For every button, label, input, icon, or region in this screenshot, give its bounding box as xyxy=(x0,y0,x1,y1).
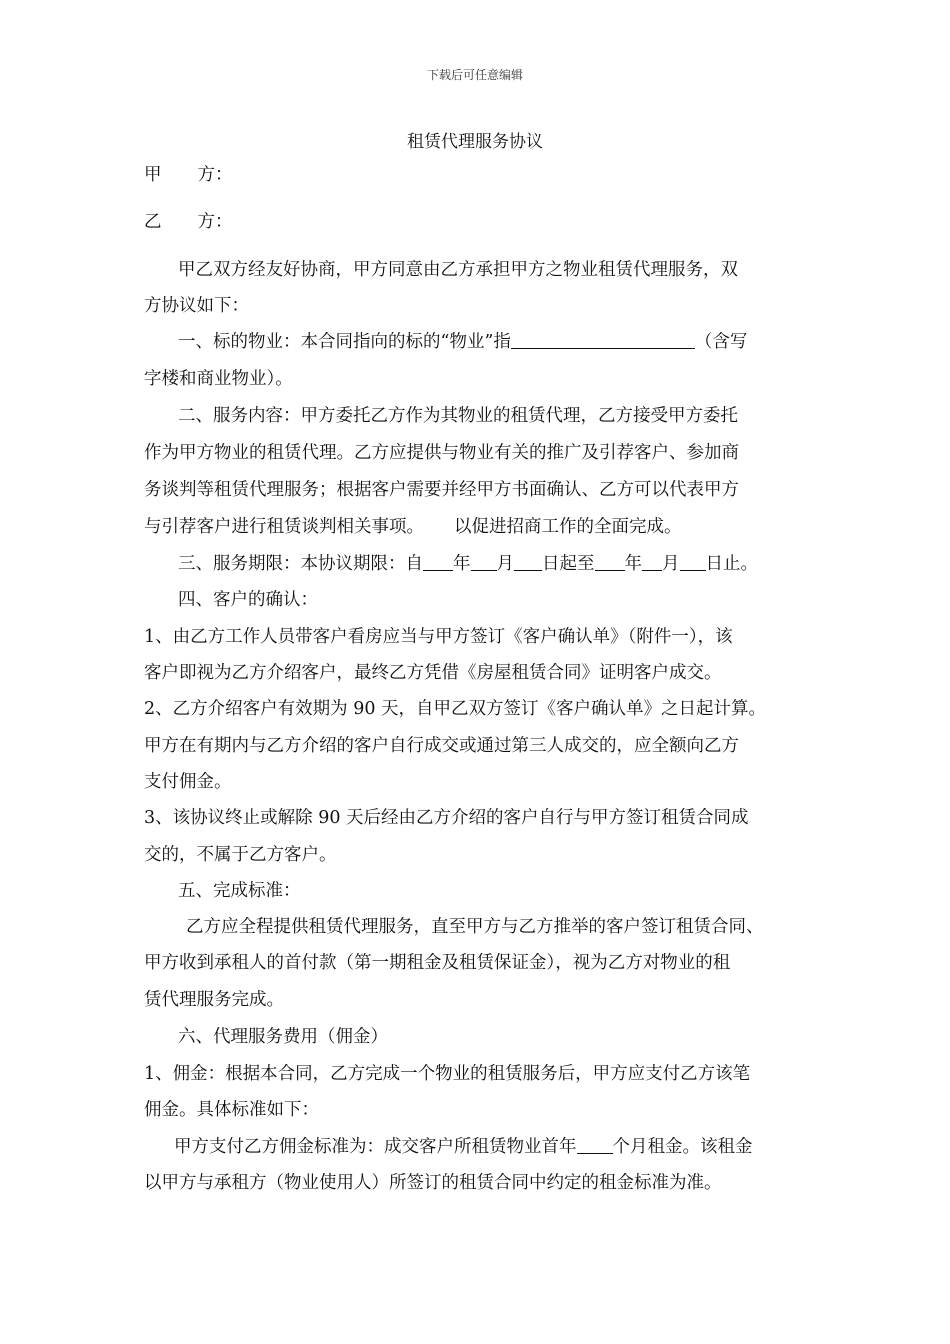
section-2-line-4: 与引荐客户进行租赁谈判相关事项。 以促进招商工作的全面完成。 xyxy=(144,517,682,537)
section-4-item-2-line-3: 支付佣金。 xyxy=(144,772,232,792)
start-day-blank xyxy=(514,553,542,571)
section-5-line-2: 甲方收到承租人的首付款（第一期租金及租赁保证金），视为乙方对物业的租 xyxy=(144,953,731,973)
section-4-item-3-line-2: 交的，不属于乙方客户。 xyxy=(144,845,337,865)
commission-months-blank xyxy=(577,1136,613,1154)
section-3-line: 三、服务期限：本协议期限：自 年 月 日起至 年 月 日止。 xyxy=(178,554,758,574)
party-a-line xyxy=(144,163,814,187)
section-2-line-2: 作为甲方物业的租赁代理。乙方应提供与物业有关的推广及引荐客户、参加商 xyxy=(144,443,739,463)
section-2-line-1: 二、服务内容：甲方委托乙方作为其物业的租赁代理，乙方接受甲方委托 xyxy=(178,406,738,426)
section-5-heading: 五、完成标准： xyxy=(178,881,301,901)
start-year-blank xyxy=(423,553,453,571)
section-4-heading: 四、客户的确认： xyxy=(178,590,318,610)
party-a-suffix: 方： xyxy=(197,165,233,185)
section-4-item-2-line-2: 甲方在有期内与乙方介绍的客户自行成交或通过第三人成交的，应全额向乙方 xyxy=(144,736,739,756)
section-4-item-3-line-1: 3、该协议终止或解除 90 天后经由乙方介绍的客户自行与甲方签订租赁合同成 xyxy=(144,808,749,828)
intro-line-1: 甲乙双方经友好协商，甲方同意由乙方承担甲方之物业租赁代理服务，双 xyxy=(178,260,738,280)
document-title: 租赁代理服务协议 xyxy=(407,132,543,152)
party-b-label: 乙 xyxy=(144,212,162,232)
section-1-line-1: 一、标的物业：本合同指向的标的“物业”指 （含写 xyxy=(178,332,748,352)
party-b-suffix: 方： xyxy=(197,212,233,232)
section-2-line-3: 务谈判等租赁代理服务；根据客户需要并经甲方书面确认、乙方可以代表甲方 xyxy=(144,480,739,500)
end-year-blank xyxy=(595,553,625,571)
section-5-line-1: 乙方应全程提供租赁代理服务，直至甲方与乙方推举的客户签订租赁合同、 xyxy=(186,917,764,937)
intro-line-2: 方协议如下： xyxy=(144,296,249,316)
section-5-line-3: 赁代理服务完成。 xyxy=(144,990,284,1010)
section-6-commission-line-1: 甲方支付乙方佣金标准为：成交客户所租赁物业首年 个月租金。该租金 xyxy=(174,1137,753,1157)
property-blank xyxy=(511,331,695,349)
section-4-item-1-line-1: 1、由乙方工作人员带客户看房应当与甲方签订《客户确认单》（附件一），该 xyxy=(144,627,733,647)
start-month-blank xyxy=(471,553,497,571)
party-a-label: 甲 xyxy=(144,165,162,185)
section-6-item-1-line-1: 1、佣金：根据本合同，乙方完成一个物业的租赁服务后，甲方应支付乙方该笔 xyxy=(144,1064,751,1084)
end-month-blank xyxy=(642,553,662,571)
section-6-commission-line-2: 以甲方与承租方（物业使用人）所签订的租赁合同中约定的租金标准为准。 xyxy=(144,1173,722,1193)
party-b-line xyxy=(144,210,814,234)
section-6-item-1-line-2: 佣金。具体标准如下： xyxy=(144,1100,319,1120)
section-1-line-2: 字楼和商业物业）。 xyxy=(144,369,293,389)
end-day-blank xyxy=(680,553,706,571)
page-header-note: 下载后可任意编辑 xyxy=(426,68,523,82)
section-4-item-2-line-1: 2、乙方介绍客户有效期为 90 天，自甲乙双方签订《客户确认单》之日起计算。 xyxy=(144,699,767,719)
section-4-item-1-line-2: 客户即视为乙方介绍客户，最终乙方凭借《房屋租赁合同》证明客户成交。 xyxy=(144,663,722,683)
section-6-heading: 六、代理服务费用（佣金） xyxy=(178,1027,388,1047)
